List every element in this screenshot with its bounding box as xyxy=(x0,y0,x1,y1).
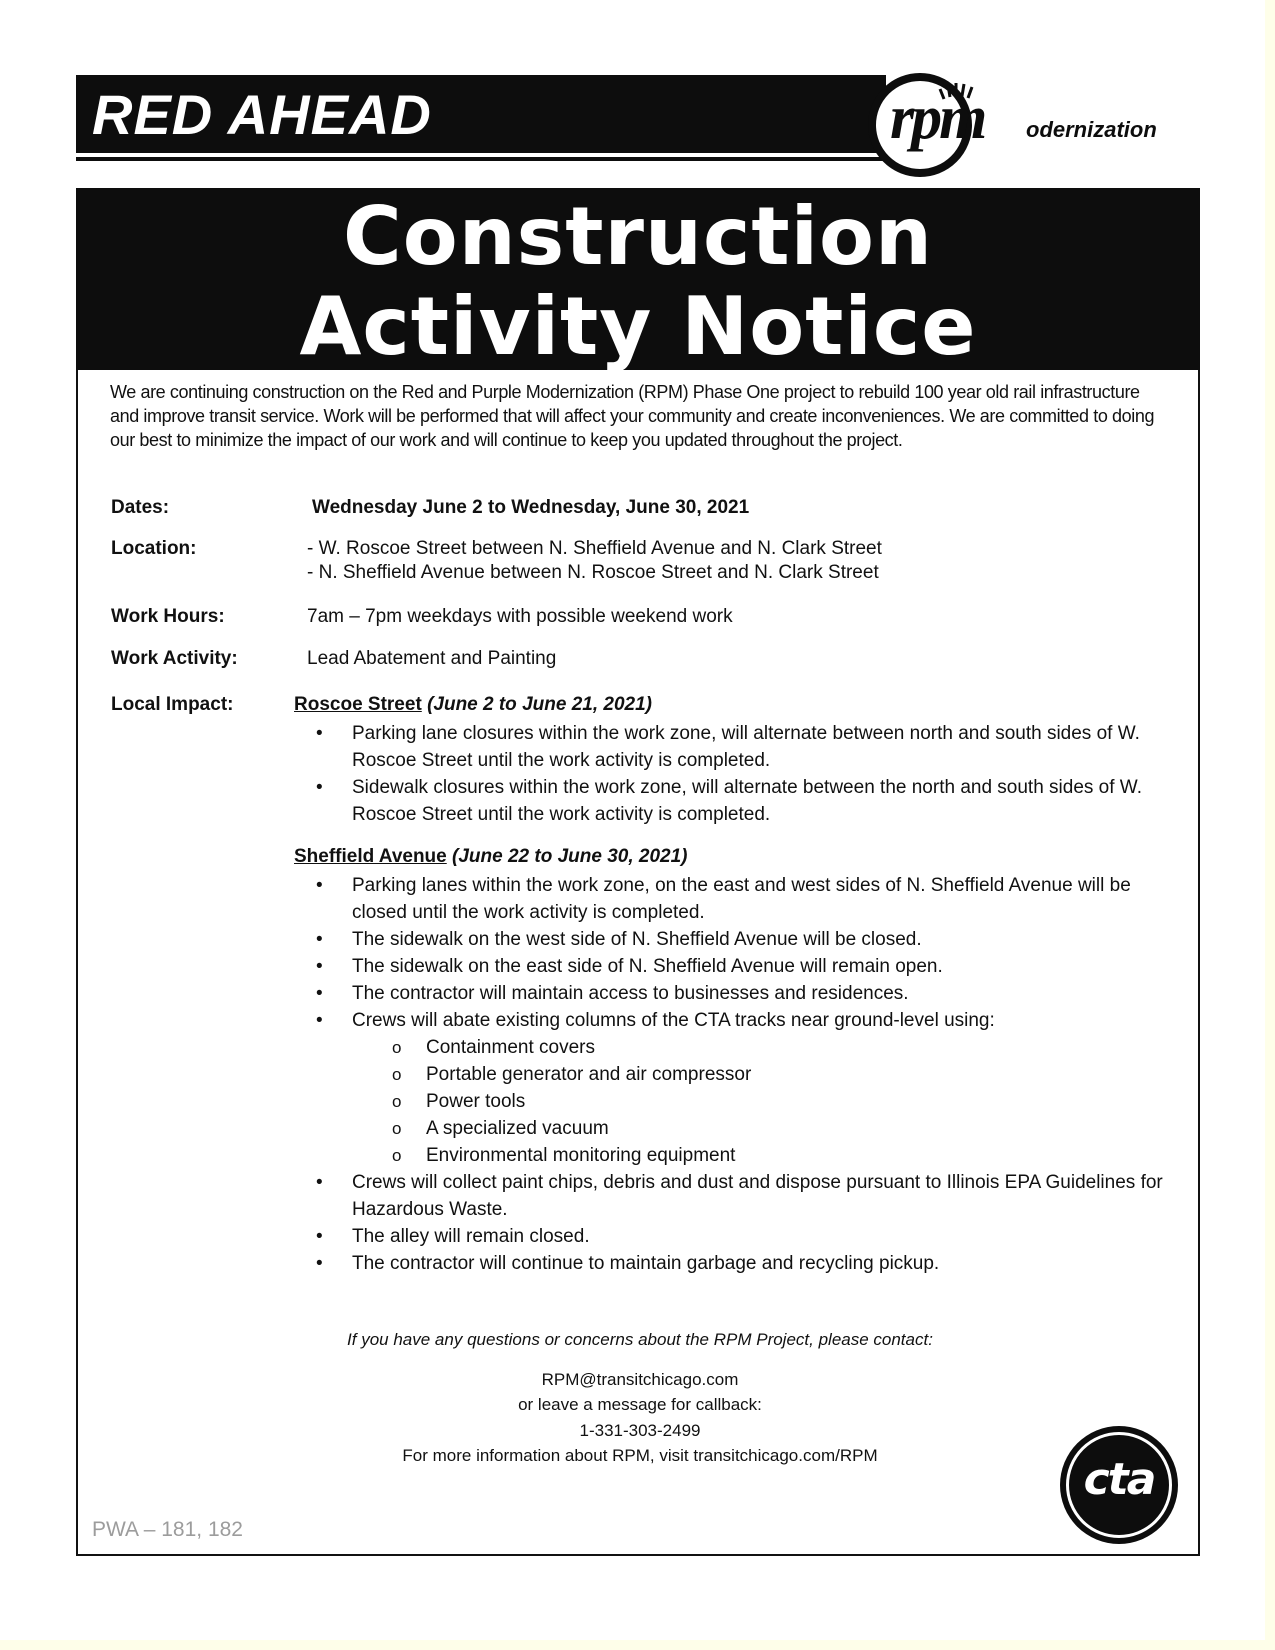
contact-callback: or leave a message for callback: xyxy=(518,1395,762,1414)
list-item: • Sidewalk closures within the work zone, will alternate between the north and south sides of W. Roscoe Street until the work activity is completed. xyxy=(316,777,1142,825)
list-item: • Crews will abate existing columns of the CTA tracks near ground-level using: o Containment covers o Portable generator and air compressor o Power tools o A specialized vacuum o Environmental monitoring equipment xyxy=(300,1007,1180,1169)
work-activity-label: Work Activity: xyxy=(111,648,238,669)
dates-label: Dates: xyxy=(111,497,170,518)
contact-email[interactable]: RPM@transitchicago.com xyxy=(541,1370,739,1389)
list-item: o Portable generator and air compressor xyxy=(392,1064,752,1085)
title-block xyxy=(76,188,1200,373)
list-item: • The alley will remain closed. xyxy=(316,1226,590,1247)
cta-wordmark: cta xyxy=(1083,1454,1155,1505)
rpm-modernization-logo xyxy=(868,73,1188,181)
list-item: o A specialized vacuum xyxy=(392,1118,609,1139)
contact-question: If you have any questions or concerns about the RPM Project, please contact: xyxy=(347,1330,933,1349)
list-item: • The sidewalk on the east side of N. Sheffield Avenue will remain open. xyxy=(316,956,943,977)
modernization-wordmark: odernization xyxy=(1026,117,1157,142)
roscoe-heading xyxy=(294,694,652,716)
work-hours-label: Work Hours: xyxy=(111,606,225,627)
local-impact-label: Local Impact: xyxy=(111,694,234,715)
equipment-list xyxy=(352,1034,1180,1169)
list-item: o Power tools xyxy=(392,1091,526,1112)
sheffield-heading xyxy=(294,846,688,868)
pwa-reference: PWA – 181, 182 xyxy=(92,1518,243,1541)
intro-paragraph: We are continuing construction on the Red and Purple Modernization (RPM) Phase One project to rebuild 100 year old rail infrastructure and improve transit service. Work will be performed that will affect your community and create inconveniences. We are committed to doing our best to minimize the impact of our work and will continue to keep you updated throughout the project. xyxy=(110,382,1155,450)
cta-logo xyxy=(1060,1426,1178,1544)
list-item: • Parking lane closures within the work zone, will alternate between north and south sides of W. Roscoe Street until the work activity is completed. xyxy=(316,723,1140,771)
dates-value: Wednesday June 2 to Wednesday, June 30, 2021 xyxy=(312,497,750,518)
roscoe-name: Roscoe Street xyxy=(294,694,422,715)
location-label: Location: xyxy=(111,538,197,559)
work-activity-value: Lead Abatement and Painting xyxy=(307,648,557,669)
work-hours-value: 7am – 7pm weekdays with possible weekend work xyxy=(307,606,733,627)
list-item: o Environmental monitoring equipment xyxy=(392,1145,736,1166)
list-item: • The sidewalk on the west side of N. Sheffield Avenue will be closed. xyxy=(316,929,922,950)
sheffield-name: Sheffield Avenue xyxy=(294,846,447,867)
list-item: • The contractor will continue to maintain garbage and recycling pickup. xyxy=(316,1253,940,1274)
list-item: • Crews will collect paint chips, debris and dust and dispose pursuant to Illinois EPA Guidelines for Hazardous Waste. xyxy=(316,1172,1163,1220)
roscoe-dates: (June 2 to June 21, 2021) xyxy=(427,694,652,715)
roscoe-bullets xyxy=(300,720,1180,828)
contact-phone: 1-331-303-2499 xyxy=(579,1421,701,1440)
red-ahead-logo: RED AHEAD xyxy=(92,83,432,146)
sheffield-bullets xyxy=(300,872,1180,1277)
contact-more-info[interactable]: For more information about RPM, visit transitchicago.com/RPM xyxy=(402,1446,878,1465)
header-stripe xyxy=(76,153,886,157)
title-line-1: Construction xyxy=(343,190,933,283)
list-item: • Parking lanes within the work zone, on the east and west sides of N. Sheffield Avenue will be closed until the work activity is completed. xyxy=(316,875,1131,923)
title-line-2: Activity Notice xyxy=(299,280,977,373)
rpm-wordmark: rpm xyxy=(890,84,985,152)
location-line-1: - W. Roscoe Street between N. Sheffield Avenue and N. Clark Street xyxy=(307,538,882,559)
list-item: o Containment covers xyxy=(392,1037,595,1058)
location-line-2: - N. Sheffield Avenue between N. Roscoe Street and N. Clark Street xyxy=(307,562,879,583)
sheffield-dates: (June 22 to June 30, 2021) xyxy=(452,846,688,867)
list-item: • The contractor will maintain access to businesses and residences. xyxy=(316,983,909,1004)
